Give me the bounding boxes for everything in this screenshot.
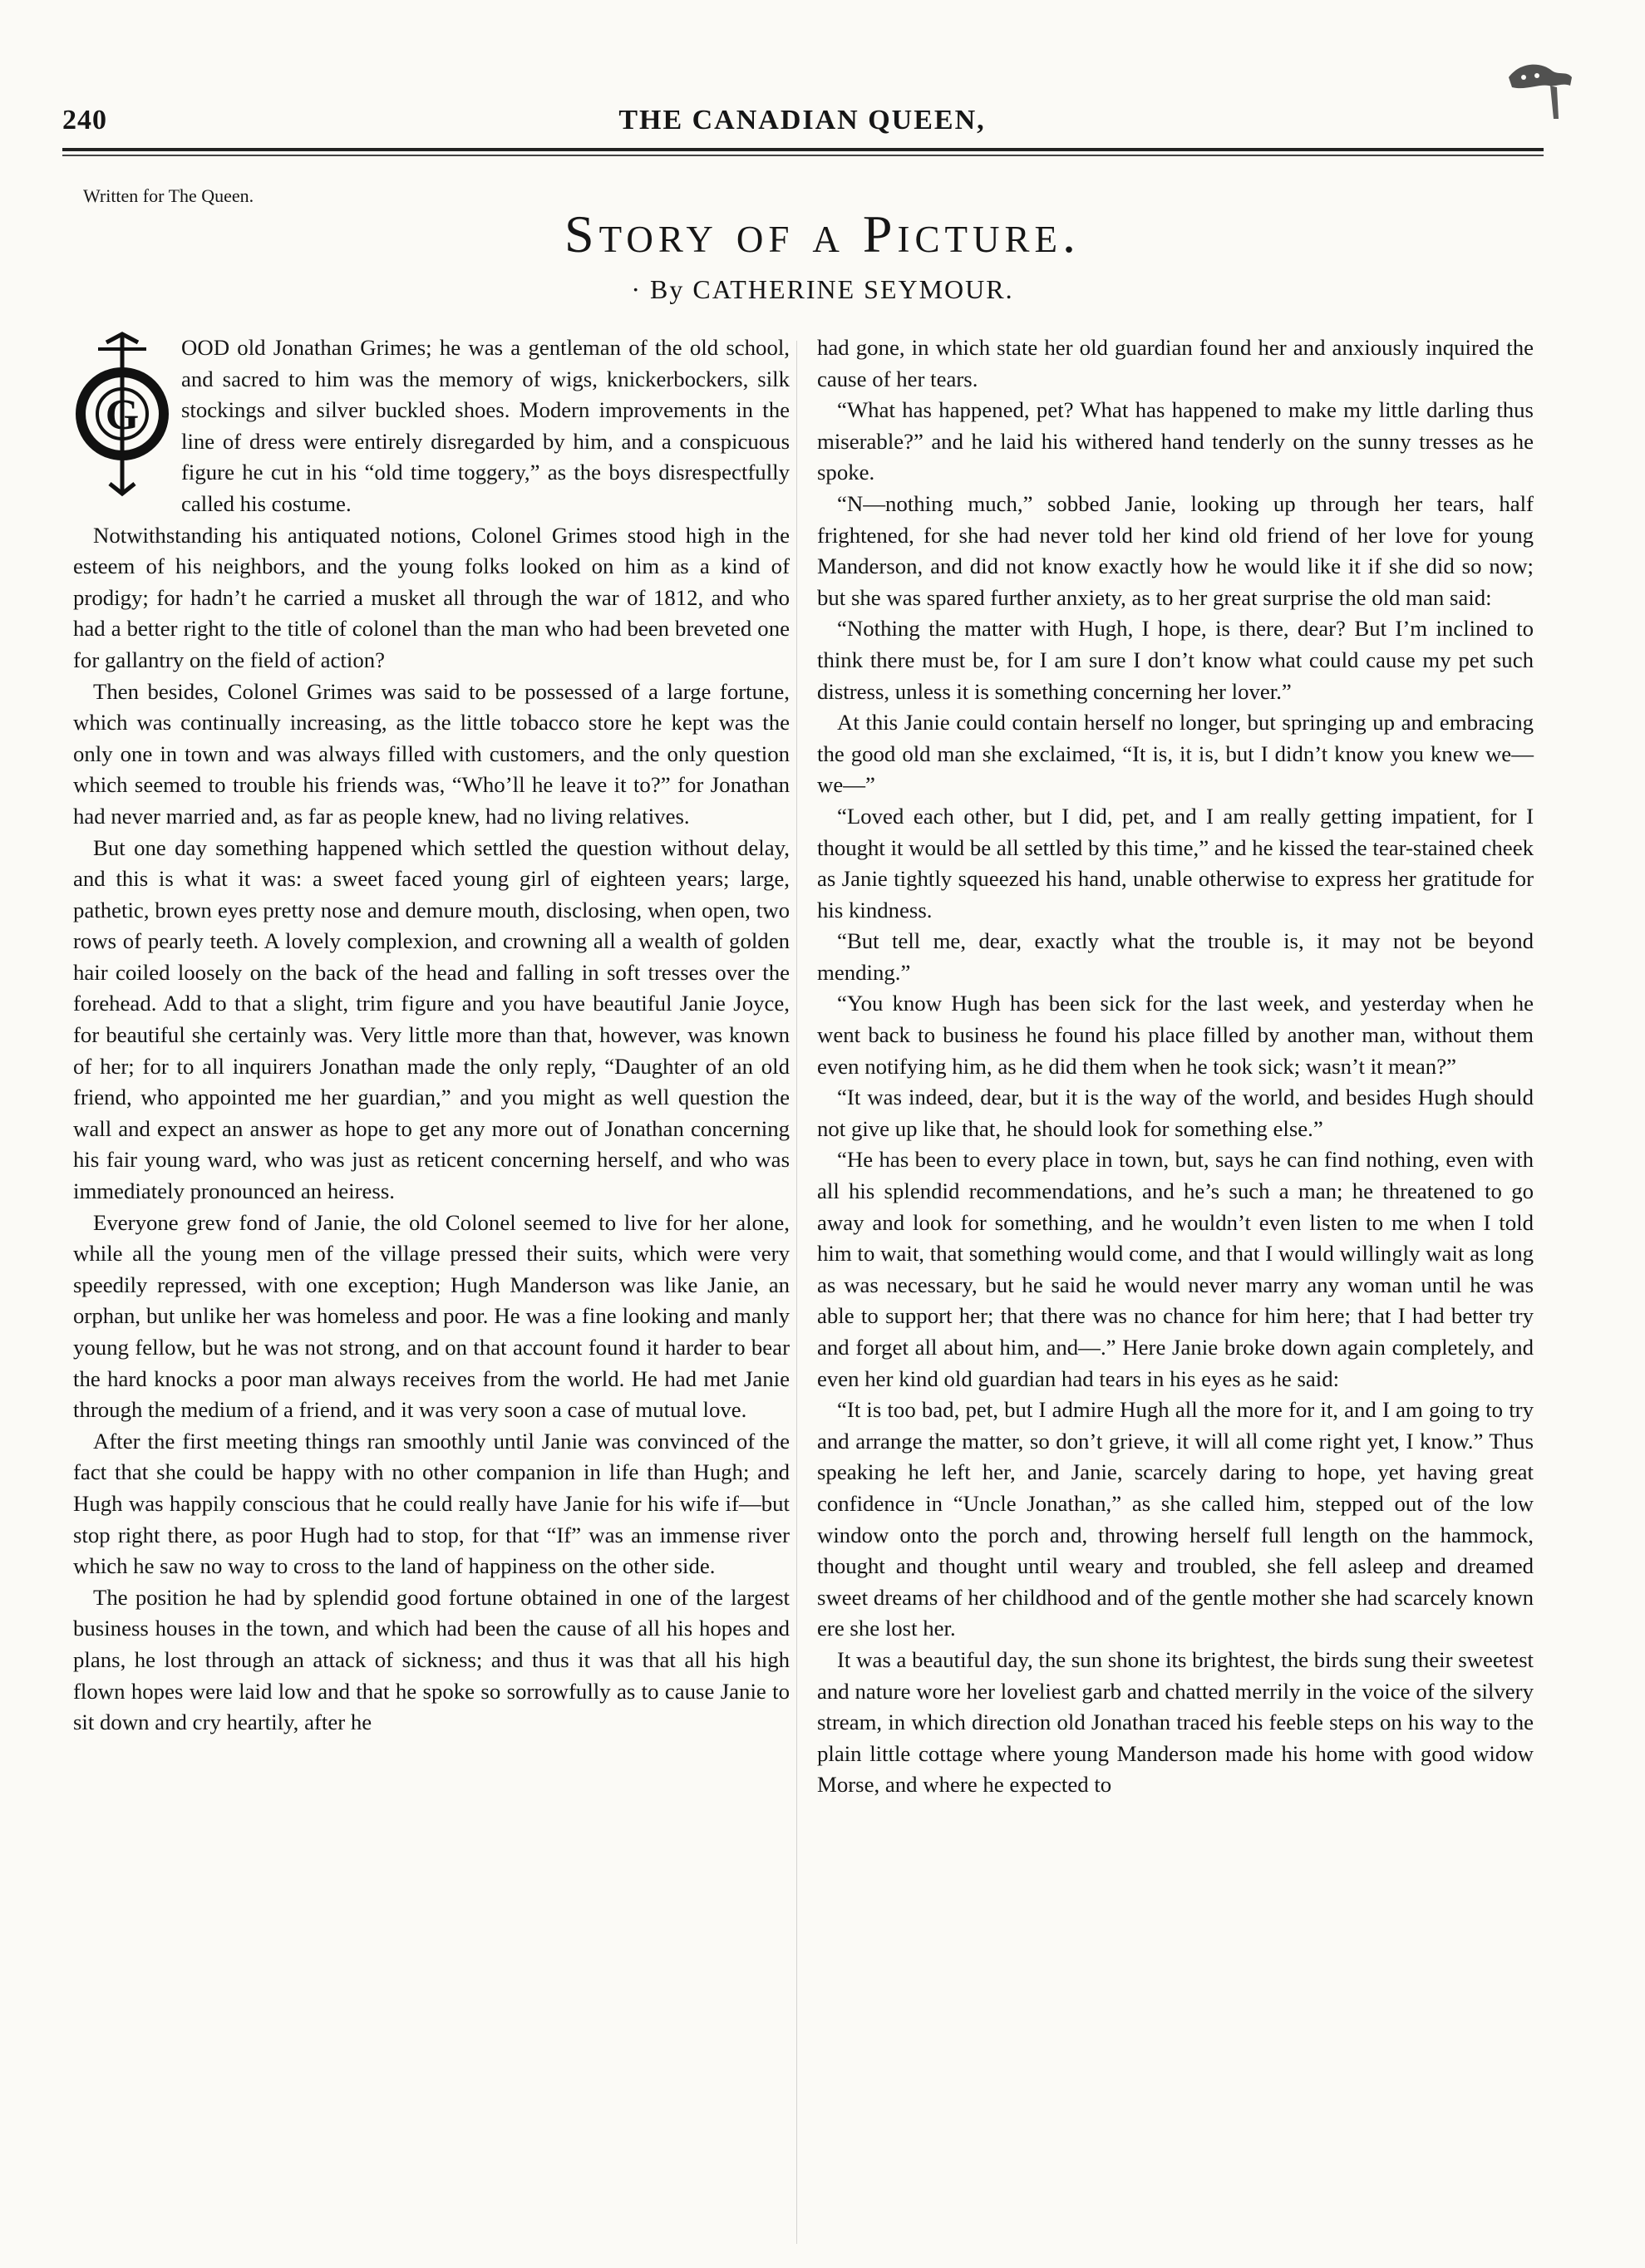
paragraph: “Loved each other, but I did, pet, and I am really getting impatient, for I thought it would be all settled by this time,” and he kissed the tear-stained cheek as Janie tightly squeezed his hand, unable otherwise to express her gratitude for his kindness.	[817, 803, 1534, 922]
paragraph: But one day something happened which settled the question without delay, and this is what it was: a sweet faced young girl of eighteen years; large, pathetic, brown eyes pretty nose and demure mouth, disclosing, when open, two rows of pearly teeth. A lovely complexion, and crowning all a wealth of golden hair coiled loosely on the back of the head and falling in soft tresses over the forehead. Add to that a slight, trim figure and you have beautiful Janie Joyce, for beautiful she certainly was. Very little more than that, however, was known of her; for to all inquirers Jonathan made the only reply, “Daughter of an old friend, who appointed me her guardian,” and you might as well question the wall and expect an answer as hope to get any more out of Jonathan concerning his fair young ward, who was just as reticent concerning herself, and who was immediately pronounced an heiress.	[73, 834, 790, 1204]
page-number: 240	[62, 105, 107, 135]
paragraph: It was a beautiful day, the sun shone its brightest, the birds sung their sweetest and nature wore her loveliest garb and chatted merrily in the voice of the silvery stream, in which direction old Jonathan traced his feeble steps on his way to the plain little cottage where young Manderson made his home with good widow Morse, and where he expected to	[817, 1646, 1534, 1798]
paragraph: “Nothing the matter with Hugh, I hope, is there, dear? But I’m inclined to think there must be, for I am sure I don’t know what could cause my pet such distress, unless it is something concerning her lover.”	[817, 616, 1534, 704]
dropcap-letter: G	[105, 391, 140, 439]
paragraph: “What has happened, pet? What has happened to make my little darling thus miserable?” and he laid his withered hand tenderly on the sunny tresses as he spoke.	[817, 397, 1534, 485]
paragraph: “He has been to every place in town, but, says he can find nothing, even with all his splendid recommendations, and he’s such a man; he threatened to go away and look for something, and he wouldn’t even listen to me when I told him to wait, that something would come, and that I would willingly wait as long as was necessary, but he said he would never marry any woman until he was able to support her; that there was no chance for him here; that I had better try and forget all about him, and—.” Here Janie broke down again completely, and even her kind old guardian had tears in his eyes as he said:	[817, 1147, 1534, 1391]
left-column	[73, 332, 790, 1739]
paragraph: “You know Hugh has been sick for the last week, and yesterday when he went back to business he found his place filled by another man, without them even notifying him, as he did them when he took sick; wasn’t it mean?”	[817, 991, 1534, 1079]
right-column	[817, 332, 1534, 1801]
paragraph: Notwithstanding his antiquated notions, Colonel Grimes stood high in the esteem of his neighbors, and the young folks looked on him as a kind of prodigy; for hadn’t he carried a musket all through the war of 1812, and who had a better right to the title of colonel than the man who had been breveted one for gallantry on the field of action?	[73, 522, 790, 672]
running-head: THE CANADIAN QUEEN,	[618, 105, 986, 135]
byline: · By CATHERINE SEYMOUR.	[631, 274, 1014, 304]
paragraph: had gone, in which state her old guardian found her and anxiously inquired the cause of her tears.	[817, 335, 1534, 391]
column-divider	[796, 341, 797, 2244]
written-for-note: Written for The Queen.	[83, 185, 254, 206]
paragraph: “But tell me, dear, exactly what the trouble is, it may not be beyond mending.”	[817, 928, 1534, 985]
paragraph: “N—nothing much,” sobbed Janie, looking up through her tears, half frightened, for she had never told her kind old friend of her love for young Manderson, and did not know exactly how he would like it if she did so now; but she was spared further anxiety, as to her great surprise the old man said:	[817, 490, 1534, 610]
paragraph: “It is too bad, pet, but I admire Hugh all the more for it, and I am going to try and arrange the matter, so don’t grieve, it will all come right yet, I know.” Thus speaking he left her, and Janie, scarcely daring to hope, yet having great confidence in “Uncle Jonathan,” as she called him, stepped out of the low window onto the porch and, throwing herself full length on the hammock, thought and thought until weary and troubled, she fell asleep and dreamed sweet dreams of her childhood and of the gentle mother she had scarcely known ere she lost her.	[817, 1397, 1534, 1641]
paragraph: Everyone grew fond of Janie, the old Colonel seemed to live for her alone, while all the young men of the village pressed their suits, which were very speedily repressed, with one exception; Hugh Manderson was like Janie, an orphan, but unlike her was homeless and poor. He was a fine looking and manly young fellow, but he was not strong, and on that account found it harder to bear the hard knocks a poor man always receives from the world. He had met Janie through the medium of a friend, and it was very soon a case of mutual love.	[73, 1209, 790, 1423]
paragraph: After the first meeting things ran smoothly until Janie was convinced of the fact that she could be happy with no other companion in life than Hugh; and Hugh was happily conscious that he could really have Janie for his wife if—but stop right there, as poor Hugh had to stop, for that “If” was an immense river which he saw no way to cross to the land of happiness on the other side.	[73, 1428, 790, 1579]
paragraph-text: OOD old Jonathan Grimes; he was a gentleman of the old school, and sacred to him was the memory of wigs, knickerbockers, silk stockings and silver buckled shoes. Modern improvements in the line of dress were entirely disregarded by him, and a conspicuous figure he cut in his “old time toggery,” as the boys disrespectfully called his costume.	[181, 335, 790, 516]
page-header	[62, 98, 1542, 141]
header-rule-thin	[62, 155, 1544, 156]
story-title: Story of a Picture.	[564, 204, 1081, 263]
header-rule	[62, 148, 1544, 151]
paragraph: At this Janie could contain herself no longer, but springing up and embracing the good old man she exclaimed, “It is, it is, but I didn’t know you knew we—we—”	[817, 710, 1534, 798]
paragraph: The position he had by splendid good fortune obtained in one of the largest business houses in the town, and which had been the cause of all his hopes and plans, he lost through an attack of sickness; and thus it was that all his high flown hopes were laid low and that he spoke so sorrowfully as to cause Janie to sit down and cry heartily, after he	[73, 1584, 790, 1735]
dropcap	[73, 331, 171, 497]
corner-ornament-icon	[1500, 52, 1575, 127]
paragraph: Then besides, Colonel Grimes was said to be possessed of a large fortune, which was continually increasing, as the little tobacco store he kept was the only one in town and was always filled with customers, and the only question which seemed to trouble his friends was, “Who’ll he leave it to?” for Jonathan had never married and, as far as people knew, had no living relatives.	[73, 678, 790, 829]
dropcap-ornament-icon	[73, 331, 171, 497]
paragraph	[73, 332, 790, 520]
paragraph: “It was indeed, dear, but it is the way of the world, and besides Hugh should not give up like that, he should look for something else.”	[817, 1085, 1534, 1141]
